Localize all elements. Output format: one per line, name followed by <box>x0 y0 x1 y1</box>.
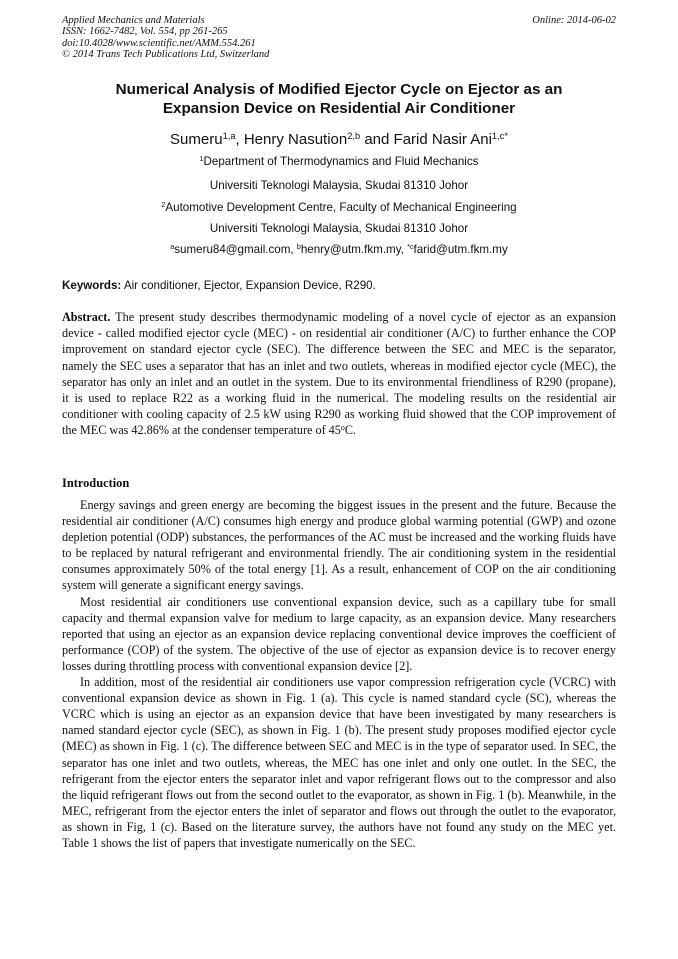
author-2: Henry Nasution <box>243 131 348 148</box>
affiliation-2-line-1: $^2$Automotive Development Centre, Faculty of Mechanical Engineering <box>161 200 517 214</box>
running-header <box>62 15 269 61</box>
journal-name: Applied Mechanics and Materials <box>62 15 205 26</box>
degree-mark: o <box>340 423 345 433</box>
affiliation-2-mark: 2 <box>161 200 166 210</box>
paper-title <box>62 80 616 118</box>
issn-line: ISSN: 1662-7482, Vol. 554, pp 261-265 <box>62 26 228 38</box>
doi-line: doi:10.4028/www.scientific.net/AMM.554.261 <box>62 37 256 49</box>
introduction-body <box>62 497 616 851</box>
email-1: sumeru84@gmail.com, <box>174 243 294 256</box>
email-2: henry@utm.fkm.my, <box>300 243 404 256</box>
copyright-line: © 2014 Trans Tech Publications Ltd, Switzerland <box>62 49 270 61</box>
author-conjunction: and <box>364 131 390 148</box>
keywords-text: Air conditioner, Ejector, Expansion Device, R290. <box>123 279 376 292</box>
author-2-mark: 2,b <box>347 130 361 141</box>
affiliation-2-line-2: Universiti Teknologi Malaysia, Skudai 81310 Johor <box>209 222 469 235</box>
affiliation-1-line-1: $^1$Department of Thermodynamics and Fluid Mechanics <box>199 154 479 168</box>
author-3-mark: 1,c* <box>491 130 508 141</box>
paragraph-2: Most residential air conditioners use conventional expansion device, such as a capillary tube for small capacity and thermal expansion valve for medium to large capacity, as an expansion device. Many researchers reported that using an ejector as an expansion device replacing conventional device improves the coefficient of performance (COP) of the system. The objective of the use of ejector as expansion device is to recover energy losses during throttling process with conventional expansion device [2]. <box>62 594 616 673</box>
keywords-label: Keywords: <box>62 279 122 292</box>
paragraph-3: In addition, most of the residential air conditioners use vapor compression refrigeration cycle (VCRC) with conventional expansion device as shown in Fig. 1 (a). This cycle is named standard cycle (SC), whereas the VCRC which is using an ejector as an expansion device that have been investigated by many researchers is named standard ejector cycle (SEC), as shown in Fig. 1 (b). The present study proposes modified ejector cycle (MEC) as shown in Fig. 1 (c). The difference between SEC and MEC is in the type of separator used. In SEC, the separator has one inlet and two outlets, whereas, the MEC has one inlet and only one outlet. In the SEC, the refrigerant from the ejector enters the separator inlet and vapor refrigerant flows out to the compressor and also the liquid refrigerant flows out from the second outlet to the evaporator, as shown in Fig. 1 (b). Meanwhile, in the MEC, refrigerant from the ejector enters the inlet of separator and flows out through the outlet to the evaporator, as shown in Fig, 1 (c). Based on the literature survey, the authors have not found any study on the MEC yet. Table 1 shows the list of papers that investigate numerically on the SEC. <box>62 675 616 850</box>
email-3: farid@utm.fkm.my <box>413 243 508 256</box>
keywords <box>62 279 616 292</box>
author-3: Farid Nasir Ani <box>393 131 492 148</box>
email-line: $^a$sumeru84@gmail.com, $^b$henry@utm.fkm.my, $^{*c}$farid@utm.fkm.my <box>170 242 508 256</box>
online-date: Online: 2014-06-02 <box>532 15 616 26</box>
section-heading-introduction: Introduction <box>62 476 130 490</box>
author-list: Sumeru$^{1,a}$, Henry Nasution$^{2,b}$ and Farid Nasir Ani$^{1,c*}$ <box>170 130 508 148</box>
paragraph-1: Energy savings and green energy are becoming the biggest issues in the present and the future. Because the residential air conditioner (A/C) consumes high energy and produce global warming potential (GWP) and ozone depletion potential (ODP) substances, the performances of the AC must be increased and the working fluids have to be replaced by natural refrigerant and environmental friendly. The air conditioning system in the residential consumes approximately 50% of the total energy [1]. As a result, enhancement of COP on the air conditioning system will generate a significant energy savings. <box>62 498 616 593</box>
author-1-mark: 1,a <box>222 130 236 141</box>
abstract: Abstract. The present study describes thermodynamic modeling of a novel cycle of ejector as an expansion device - called modified ejector cycle (MEC) - on residential air conditioner (A/C) to further enhance the COP improvement on standard ejector cycle (SEC). The difference between the SEC and MEC is the separator, namely the SEC uses a separator that has an inlet and two outlets, whereas in modified ejector cycle (MEC), the separator has only an inlet and an outlet in the system. Due to its environmental friendliness of R290 (propane), it is used to replace R22 as a working fluid in the numerical. The modeling results on the residential air conditioner with cooling capacity of 2.5 kW using R290 as working fluid showed that the COP improvement of the MEC was 42.86% at the condenser temperature of 45$^o$C. <box>62 310 616 438</box>
abstract-text: The present study describes thermodynamic modeling of a novel cycle of ejector as an expansion device - called modified ejector cycle (MEC) - on residential air conditioner (A/C) to further enhance the COP improvement on standard ejector cycle (SEC). The difference between the SEC and MEC is the separator, namely the SEC uses a separator that has an inlet and two outlets, whereas in modified ejector cycle (MEC), the separator has only an inlet and an outlet in the system. Due to its environmental friendliness of R290 (propane), it is used to replace R22 as a working fluid in the numerical. The modeling results on the residential air conditioner with cooling capacity of 2.5 kW using R290 as working fluid showed that the COP improvement of the MEC was 42.86% at the condenser temperature of 45 <box>62 310 616 438</box>
abstract-label: Abstract. <box>62 310 111 324</box>
affiliation-1-mark: 1 <box>199 154 204 164</box>
title-line-2: Expansion Device on Residential Air Conditioner <box>162 100 516 117</box>
affiliation-1-line-2: Universiti Teknologi Malaysia, Skudai 81310 Johor <box>209 179 469 192</box>
title-line-1: Numerical Analysis of Modified Ejector Cycle on Ejector as an <box>115 81 563 98</box>
author-1: Sumeru <box>170 131 223 148</box>
